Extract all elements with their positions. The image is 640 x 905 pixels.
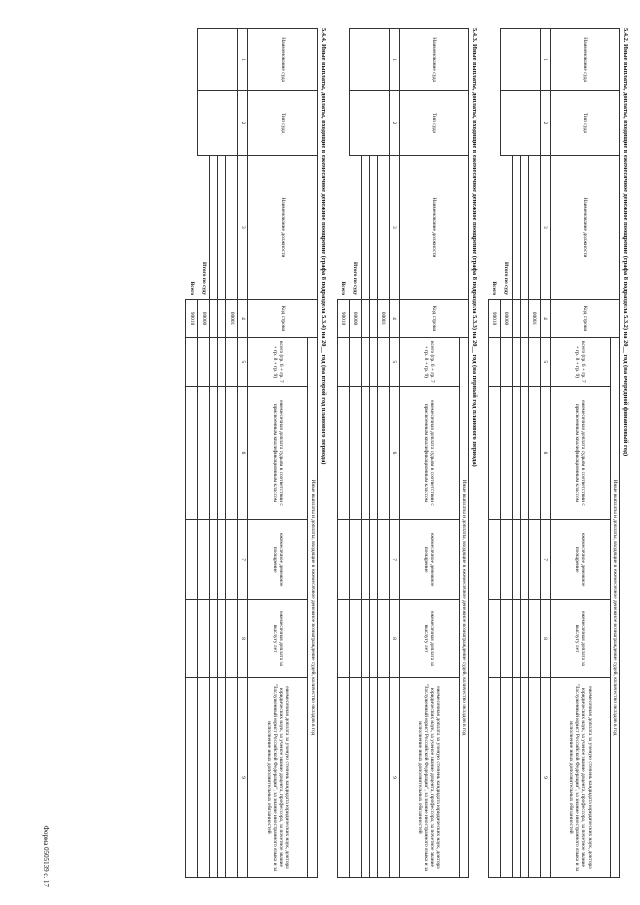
header-qualification: ежемесячная доплата судьям в соответствии с присвоенным квалификационным классом	[248, 386, 308, 519]
col-number: 7	[540, 520, 550, 600]
header-degree: ежемесячная доплата за ученую степень кандидата юридических наук, доктора юридических наук, за ученое звание доцента, профессора, за почетное звание "Заслуженный юрист Российской Федерации", за знание иностранного языка и за исполнение иных дополнительных обязанностей	[248, 677, 308, 877]
position-cell[interactable]	[377, 155, 389, 299]
col-number: 8	[540, 600, 550, 678]
section-table	[337, 28, 469, 878]
col-number: 9	[238, 677, 248, 877]
court-name-cell[interactable]	[198, 29, 238, 91]
header-court-name: Наименование суда	[248, 29, 317, 91]
header-group: Иные выплаты и доплаты, входящие в ежемесячное денежное вознаграждение судей, количество окладов в год	[308, 337, 317, 877]
col-number: 1	[540, 29, 550, 91]
position-cell[interactable]	[361, 155, 369, 299]
col-number: 1	[238, 29, 248, 91]
column-numbers-row	[540, 29, 550, 878]
header-total: всего (гр. 6 + гр. 7 + гр. 8 + гр. 9)	[550, 337, 610, 386]
col-number: 9	[540, 677, 550, 877]
grand-total-row	[488, 29, 500, 878]
col-number: 7	[238, 520, 248, 600]
header-encouragement: ежемесячное денежное поощрение	[399, 520, 459, 600]
column-numbers-row	[238, 29, 248, 878]
header-qualification: ежемесячная доплата судьям в соответствии с присвоенным квалификационным классом	[399, 386, 459, 519]
grand-total-row	[337, 29, 349, 878]
col-number: 8	[389, 600, 399, 678]
value-cell[interactable]	[226, 600, 238, 678]
col-number: 8	[238, 600, 248, 678]
position-cell[interactable]	[520, 155, 528, 299]
col-number: 5	[389, 337, 399, 386]
value-cell[interactable]	[226, 677, 238, 877]
row-code: 00001	[528, 300, 540, 338]
col-number: 6	[540, 386, 550, 519]
col-number: 5	[540, 337, 550, 386]
table-row	[218, 29, 226, 878]
col-number: 1	[389, 29, 399, 91]
row-code: 90010	[337, 300, 349, 338]
row-code: 90010	[488, 300, 500, 338]
header-encouragement: ежемесячное денежное поощрение	[550, 520, 610, 600]
value-cell[interactable]	[528, 520, 540, 600]
col-number: 6	[238, 386, 248, 519]
col-number: 6	[389, 386, 399, 519]
header-position: Наименование должности	[399, 155, 468, 299]
header-degree: ежемесячная доплата за ученую степень кандидата юридических наук, доктора юридических наук, за ученое звание доцента, профессора, за почетное звание "Заслуженный юрист Российской Федерации", за знание иностранного языка и за исполнение иных дополнительных обязанностей	[550, 677, 610, 877]
position-cell[interactable]	[512, 155, 520, 299]
row-code: 00000	[198, 300, 210, 338]
table-row	[226, 29, 238, 878]
col-number: 4	[238, 300, 248, 338]
col-number: 4	[540, 300, 550, 338]
court-type-cell[interactable]	[349, 91, 389, 155]
court-type-cell[interactable]	[500, 91, 540, 155]
header-court-name: Наименование суда	[399, 29, 468, 91]
header-row-code: Код строки	[399, 300, 468, 338]
form-number: Форма 0505139 с. 17	[42, 825, 50, 887]
total-by-court-label: Итого по суду	[351, 262, 358, 296]
header-degree: ежемесячная доплата за ученую степень кандидата юридических наук, доктора юридических наук, за ученое звание доцента, профессора, за почетное звание "Заслуженный юрист Российской Федерации", за знание иностранного языка и за исполнение иных дополнительных обязанностей	[399, 677, 459, 877]
position-cell[interactable]	[369, 155, 377, 299]
col-number: 4	[389, 300, 399, 338]
section-table	[185, 28, 317, 878]
table-row	[520, 29, 528, 878]
header-qualification: ежемесячная доплата судьям в соответствии с присвоенным квалификационным классом	[550, 386, 610, 519]
table-row	[377, 29, 389, 878]
col-number: 7	[389, 520, 399, 600]
value-cell[interactable]	[528, 600, 540, 678]
section-title: 5.4.2. Иные выплаты, доплаты, входящие в ежемесячное денежное поощрение (графа 8 подраздела 5.3.2) на 20__ год (на очередной финансовый год)	[622, 28, 629, 457]
table-row	[528, 29, 540, 878]
column-numbers-row	[389, 29, 399, 878]
court-type-cell[interactable]	[198, 91, 238, 155]
header-row-code: Код строки	[248, 300, 317, 338]
value-cell[interactable]	[377, 677, 389, 877]
total-by-court-label: Итого по суду	[503, 262, 510, 296]
header-seniority: ежемесячная доплата за выслугу лет	[550, 600, 610, 678]
total-by-court-row	[500, 29, 512, 878]
header-position: Наименование должности	[550, 155, 619, 299]
header-total: всего (гр. 6 + гр. 7 + гр. 8 + гр. 9)	[248, 337, 308, 386]
header-seniority: ежемесячная доплата за выслугу лет	[399, 600, 459, 678]
value-cell[interactable]	[377, 520, 389, 600]
row-code: 90010	[186, 300, 198, 338]
value-cell[interactable]	[377, 337, 389, 386]
value-cell[interactable]	[226, 520, 238, 600]
header-court-name: Наименование суда	[550, 29, 619, 91]
total-by-court-row	[349, 29, 361, 878]
total-by-court-label: Итого по суду	[200, 262, 207, 296]
position-cell[interactable]	[528, 155, 540, 299]
table-row	[210, 29, 218, 878]
court-name-cell[interactable]	[500, 29, 540, 91]
col-number: 3	[540, 155, 550, 299]
col-number: 3	[238, 155, 248, 299]
value-cell[interactable]	[226, 386, 238, 519]
col-number: 2	[389, 91, 399, 155]
row-code: 00001	[226, 300, 238, 338]
value-cell[interactable]	[226, 337, 238, 386]
header-group: Иные выплаты и доплаты, входящие в ежемесячное денежное вознаграждение судей, количество окладов в год	[610, 337, 619, 877]
row-code: 00000	[500, 300, 512, 338]
grand-total-label: Всего	[188, 281, 195, 296]
col-number: 2	[540, 91, 550, 155]
grand-total-label: Всего	[491, 281, 498, 296]
position-cell[interactable]	[218, 155, 226, 299]
value-cell[interactable]	[528, 337, 540, 386]
grand-total-row	[186, 29, 198, 878]
table-row	[369, 29, 377, 878]
court-name-cell[interactable]	[349, 29, 389, 91]
table-row	[361, 29, 369, 878]
section-title: 5.4.4. Иные выплаты, доплаты, входящие в ежемесячное денежное поощрение (графа 8 подраздела 5.3.4) на 20__ год (на второй год планового периода)	[319, 28, 327, 465]
header-encouragement: ежемесячное денежное поощрение	[248, 520, 308, 600]
col-number: 2	[238, 91, 248, 155]
row-code: 00001	[377, 300, 389, 338]
value-cell[interactable]	[528, 386, 540, 519]
header-group: Иные выплаты и доплаты, входящие в ежемесячное денежное вознаграждение судей, количество окладов в год	[459, 337, 468, 877]
value-cell[interactable]	[377, 600, 389, 678]
position-cell[interactable]	[226, 155, 238, 299]
header-court-type: Тип суда	[399, 91, 468, 155]
position-cell[interactable]	[210, 155, 218, 299]
total-by-court-row	[198, 29, 210, 878]
header-row-code: Код строки	[550, 300, 619, 338]
value-cell[interactable]	[377, 386, 389, 519]
header-position: Наименование должности	[248, 155, 317, 299]
section-table	[488, 28, 620, 878]
grand-total-label: Всего	[340, 281, 347, 296]
col-number: 9	[389, 677, 399, 877]
value-cell[interactable]	[528, 677, 540, 877]
header-court-type: Тип суда	[248, 91, 317, 155]
col-number: 5	[238, 337, 248, 386]
header-seniority: ежемесячная доплата за выслугу лет	[248, 600, 308, 678]
row-code: 00000	[349, 300, 361, 338]
section-title: 5.4.3. Иные выплаты, доплаты, входящие в ежемесячное денежное поощрение (графа 8 подраздела 5.3.3) на 20__ год (на первый год планового периода)	[470, 28, 478, 467]
header-court-type: Тип суда	[550, 91, 619, 155]
table-row	[512, 29, 520, 878]
col-number: 3	[389, 155, 399, 299]
header-total: всего (гр. 6 + гр. 7 + гр. 8 + гр. 9)	[399, 337, 459, 386]
